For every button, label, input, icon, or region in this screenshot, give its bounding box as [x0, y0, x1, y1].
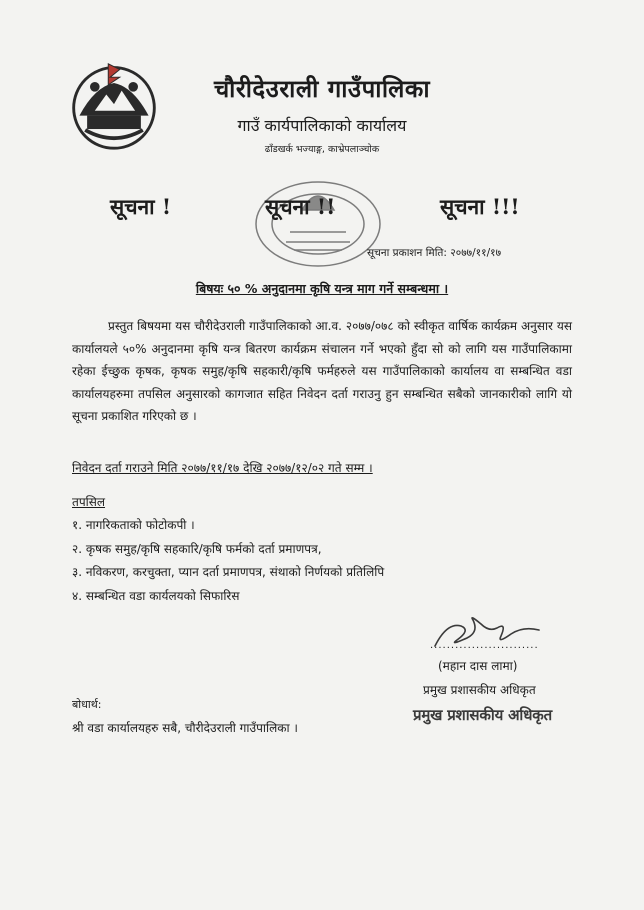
bodhartha-label: बोधार्थ:: [72, 698, 102, 711]
notice-body: प्रस्तुत बिषयमा यस चौरीदेउराली गाउँपालिकाको आ.व. २०७७/०७८ को स्वीकृत वार्षिक कार्यक्रम अनुसार यस कार्यालयले ५०% अनुदानमा कृषि यन्त्र बितरण कार्यक्रम संचालन गर्ने भएको हुँदा सो को लागि यस गाउँपालिकामा रहेका ईच्छुक कृषक, कृषक समुह/कृषि सहकारी/कृषि फर्महरुले यस गाउँपालिकाको कार्यालय वा सम्बन्धित वडा कार्यालयहरुमा तपसिल अनुसारको कागजात सहित निवेदन दर्ता गराउनु हुन सम्बन्धित सबैको जानकारीको लागि यो सूचना प्रकाशित गरिएको छ ।: [72, 319, 572, 423]
notice-heading-3: सूचना !!!: [440, 194, 520, 219]
notice-heading-1: सूचना !: [110, 194, 172, 219]
signatory-title: प्रमुख प्रशासकीय अधिकृत: [423, 683, 536, 697]
required-documents-list: [72, 514, 384, 608]
office-name: गाउँ कार्यपालिकाको कार्यालय: [237, 116, 407, 135]
designation-stamp: प्रमुख प्रशासकीय अधिकृत: [413, 706, 552, 724]
organization-name: चौरीदेउराली गाउँपालिका: [213, 74, 431, 103]
subject-line: बिषयः ५० % अनुदानमा कृषि यन्त्र माग गर्ने सम्बन्धमा ।: [195, 281, 449, 296]
bodhartha-recipient: श्री वडा कार्यालयहरु सबै, चौरीदेउराली गाउँपालिका ।: [72, 721, 298, 735]
list-item: ४. सम्बन्धित वडा कार्यलयको सिफारिस: [72, 588, 240, 603]
list-item: १. नागरिकताको फोटोकपी ।: [72, 518, 195, 532]
tapasil-heading: तपसिल: [72, 495, 106, 509]
signature-line: ..........................: [430, 640, 539, 651]
office-address: ढाँडखर्क भज्याङ्ग, काभ्रेपलाञ्चोक: [264, 144, 380, 155]
application-deadline: निवेदन दर्ता गराउने मिति २०७७/११/१७ देखि २०७७/१२/०२ गते सम्म ।: [72, 461, 373, 475]
list-item: २. कृषक समुह/कृषि सहकारि/कृषि फर्मको दर्ता प्रमाणपत्र,: [72, 541, 322, 556]
publish-date: सूचना प्रकाशन मिति: २०७७/११/१७: [367, 247, 502, 259]
signatory-name: (महान दास लामा): [438, 659, 518, 673]
list-item: ३. नविकरण, करचुक्ता, प्यान दर्ता प्रमाणपत्र, संथाको निर्णयको प्रतिलिपि: [72, 565, 385, 579]
notice-heading-2: सूचना !!: [265, 194, 336, 219]
